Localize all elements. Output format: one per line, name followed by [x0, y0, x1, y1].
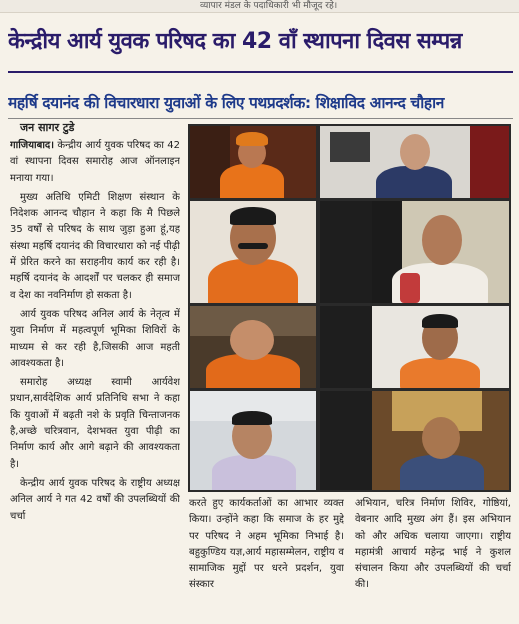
paragraph-text: केन्द्रीय आर्य युवक परिषद का 42 वां स्थापना दिवस समारोह आज ऑनलाइन मनाया गया।: [10, 140, 180, 184]
article-paragraph: समारोह अध्यक्ष स्वामी आर्यवेश प्रधान,सार्वदेशिक आर्य प्रतिनिधि सभा ने कहा कि युवाओं में बढ़ती नशे के प्रवृति चिन्ताजनक है,अच्छे चरित्रवान, देशभक्त युवा पीढ़ी का निर्माण कार्य और आगे बढ़ाने की आवश्यकता है।: [10, 377, 180, 470]
video-tile-dark: [320, 201, 372, 303]
article-column-1: [10, 138, 180, 624]
participant-tile: [190, 306, 316, 388]
subheadline: महर्षि दयानंद की विचारधारा युवाओं के लिए पथप्रदर्शक: शिक्षाविद आनन्द चौहान: [8, 94, 444, 112]
article-paragraph: केन्द्रीय आर्य युवक परिषद के राष्ट्रीय अध्यक्ष अनिल आर्य ने गत 42 वर्षों की उपलब्धियों की चर्चा: [10, 477, 180, 522]
participant-tile: [372, 306, 509, 388]
headline-rule: [8, 71, 513, 73]
article-paragraph: अभियान, चरित्र निर्माण शिविर, गोष्ठियां, वेबनार आदि मुख्य अंग हैं। इस अभियान को और अधिक चलाया जाएगा। राष्ट्रीय महामंत्री आचार्य महेन्द्र भाई ने कुशल संचालन किया और उपलब्धियों की चर्चा की।: [355, 498, 511, 591]
article-column-3: [355, 496, 511, 620]
subhead-rule: [8, 118, 513, 119]
article-paragraph: [10, 138, 180, 187]
article-paragraph: मुख्य अतिथि एमिटी शिक्षण संस्थान के निदेशक आनन्द चौहान ने कहा कि मै पिछले 35 वर्षों से परिषद के साथ जुड़ा हुआ हूं,यह संस्था महर्षि दयानंद की विचारधारा को नई पीढ़ी में प्रेरित करने का सराहनीय कार्य कर रही है। महर्षि दयानंद के आदर्शों पर चलकर ही समाज व देश का नवनिर्माण हो सकता है।: [10, 191, 180, 301]
previous-article-text: व्यापार मंडल के पदाधिकारी भी मौजूद रहे।: [200, 1, 338, 11]
byline: जन सागर टुडे: [20, 121, 75, 134]
participant-tile: [372, 391, 509, 490]
video-tile-dark: [320, 306, 372, 388]
video-conference-photo: [188, 124, 511, 492]
video-tile-dark: [320, 391, 372, 490]
participant-tile: [190, 126, 316, 198]
dateline-city: गाजियाबाद।: [10, 140, 55, 151]
previous-article-strip: [0, 0, 519, 13]
headline: केन्द्रीय आर्य युवक परिषद का 42 वाँ स्थापना दिवस सम्पन्न: [8, 29, 462, 54]
participant-tile: [372, 201, 509, 303]
participant-tile: [190, 201, 316, 303]
participant-tile: [190, 391, 316, 490]
article-column-2: [189, 496, 344, 620]
participant-tile: [320, 126, 509, 198]
article-paragraph: करते हुए कार्यकर्ताओं का आभार व्यक्त किया। उन्होंने कहा कि समाज के हर मुद्दे पर परिषद ने अहम भूमिका निभाई है। बहुकुण्डिय यज्ञ,आर्य महासम्मेलन, राष्ट्रीय व सामाजिक मुद्दों पर धरने प्रदर्शन, युवा संस्कार: [189, 498, 344, 591]
article-paragraph: आर्य युवक परिषद अनिल आर्य के नेतृत्व में युवा निर्माण में महत्वपूर्ण भूमिका शिविरों के माध्यम से कर रही है,जिसकी आज महती आवश्यकता है।: [10, 308, 180, 369]
